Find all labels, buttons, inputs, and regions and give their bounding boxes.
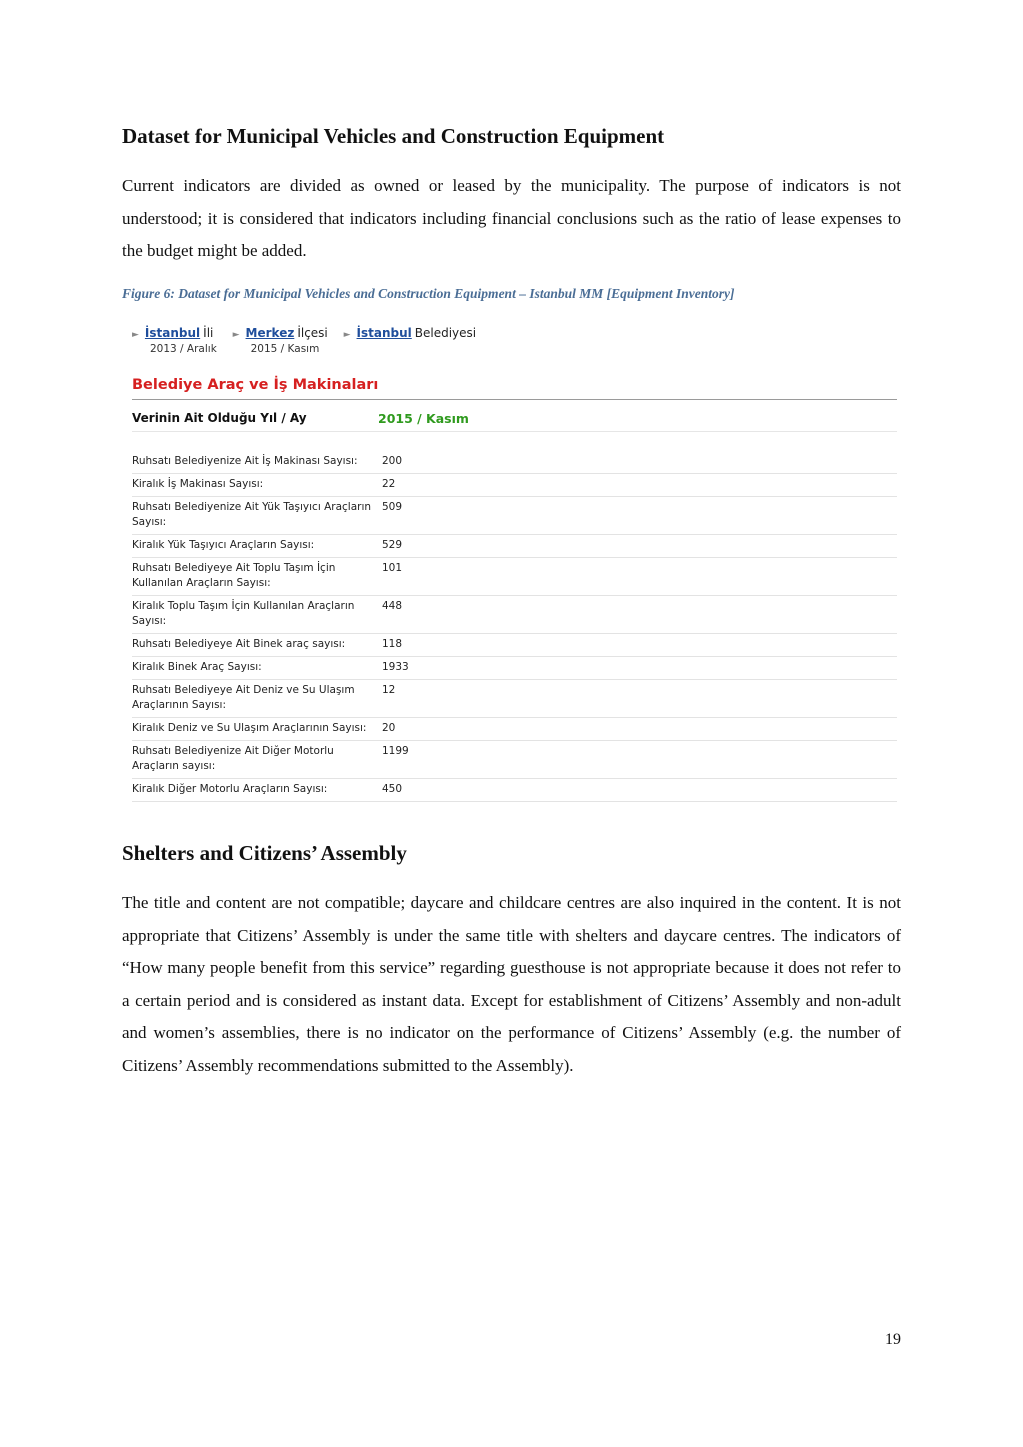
- row-label: Kiralık Binek Araç Sayısı:: [132, 661, 262, 673]
- table-row: [132, 497, 897, 535]
- nav-arrow-icon: ►: [232, 330, 240, 340]
- row-label: Kiralık İş Makinası Sayısı:: [132, 478, 264, 490]
- row-label: Kiralık Yük Taşıyıcı Araçların Sayısı:: [132, 539, 315, 551]
- row-value: 101: [382, 562, 403, 574]
- row-label: Ruhsatı Belediyeye Ait Binek araç sayısı:: [132, 638, 346, 650]
- row-label: Ruhsatı Belediyenize Ait Diğer Motorlu Araçların sayısı:: [132, 745, 334, 772]
- row-label: Kiralık Diğer Motorlu Araçların Sayısı:: [132, 783, 328, 795]
- row-value: 12: [382, 684, 396, 696]
- row-value: 448: [382, 600, 403, 612]
- header-divider: [132, 431, 897, 432]
- table-row: [132, 779, 897, 802]
- row-value: 450: [382, 783, 403, 795]
- table-row: [132, 535, 897, 558]
- row-label: Ruhsatı Belediyenize Ait Yük Taşıyıcı Araçların Sayısı:: [132, 501, 372, 528]
- nav-arrow-icon: ►: [343, 330, 351, 340]
- table-row: [132, 634, 897, 657]
- table-row: [132, 718, 897, 741]
- row-value: 529: [382, 539, 403, 551]
- row-value: 118: [382, 638, 403, 650]
- row-value: 20: [382, 722, 396, 734]
- page-number: 19: [885, 1331, 901, 1348]
- title-divider: [132, 399, 897, 400]
- row-label: Kiralık Toplu Taşım İçin Kullanılan Araçların Sayısı:: [132, 600, 355, 627]
- table-row: [132, 741, 897, 779]
- period-label: Verinin Ait Olduğu Yıl / Ay: [132, 411, 307, 425]
- section-heading-vehicles: Dataset for Municipal Vehicles and Construction Equipment: [122, 124, 665, 148]
- row-label: Ruhsatı Belediyeye Ait Toplu Taşım İçin Kullanılan Araçların Sayısı:: [132, 562, 336, 589]
- inventory-title: Belediye Araç ve İş Makinaları: [132, 377, 379, 393]
- breadcrumb-item-municipality: [344, 326, 477, 340]
- breadcrumb-date: 2013 / Aralık: [150, 343, 217, 355]
- table-row: [132, 596, 897, 634]
- equipment-inventory-screenshot: [128, 320, 900, 810]
- table-row: [132, 558, 897, 596]
- row-value: 22: [382, 478, 396, 490]
- inventory-table: [132, 451, 897, 802]
- period-value: 2015 / Kasım: [378, 411, 469, 426]
- figure-caption: Figure 6: Dataset for Municipal Vehicles and Construction Equipment – Istanbul MM [Equipment Inventory]: [122, 286, 735, 301]
- breadcrumb-link-province[interactable]: İstanbul: [144, 326, 201, 340]
- row-value: 509: [382, 501, 403, 513]
- breadcrumb-link-district[interactable]: Merkez: [245, 326, 295, 340]
- row-value: 200: [382, 455, 403, 467]
- breadcrumb-suffix: İlçesi: [297, 326, 328, 340]
- breadcrumb-suffix: Belediyesi: [414, 326, 477, 340]
- nav-arrow-icon: ►: [132, 330, 139, 340]
- table-row: [132, 451, 897, 474]
- row-value: 1933: [382, 661, 409, 673]
- breadcrumb-date: 2015 / Kasım: [250, 343, 320, 355]
- row-label: Ruhsatı Belediyenize Ait İş Makinası Sayısı:: [132, 455, 358, 467]
- row-label: Ruhsatı Belediyeye Ait Deniz ve Su Ulaşım Araçlarının Sayısı:: [132, 684, 355, 711]
- row-value: 1199: [382, 745, 409, 757]
- section-paragraph-shelters: The title and content are not compatible; daycare and childcare centres are also inquired in the content. It is not appropriate that Citizens’ Assembly is under the same title with shelters and daycare centres. The indicators of “How many people benefit from this service” regarding guesthouse is not appropriate because it does not refer to a certain period and is considered as instant data. Except for establishment of Citizens’ Assembly and non-adult and women’s assemblies, there is no indicator on the performance of Citizens’ Assembly (e.g. the number of Citizens’ Assembly recommendations submitted to the Assembly).: [122, 893, 901, 1075]
- breadcrumb-link-municipality[interactable]: İstanbul: [356, 326, 412, 340]
- table-row: [132, 657, 897, 680]
- section-paragraph-vehicles: Current indicators are divided as owned or leased by the municipality. The purpose of indicators is not understood; it is considered that indicators including financial conclusions such as the ratio of lease expenses to the budget might be added.: [122, 176, 901, 261]
- breadcrumb-item-district: [233, 326, 328, 355]
- breadcrumb-suffix: İli: [203, 326, 214, 340]
- section-heading-shelters: Shelters and Citizens’ Assembly: [122, 841, 407, 865]
- table-row: [132, 474, 897, 497]
- breadcrumb: [132, 326, 488, 355]
- breadcrumb-item-province: [132, 326, 217, 355]
- table-row: [132, 680, 897, 718]
- row-label: Kiralık Deniz ve Su Ulaşım Araçlarının Sayısı:: [132, 722, 367, 734]
